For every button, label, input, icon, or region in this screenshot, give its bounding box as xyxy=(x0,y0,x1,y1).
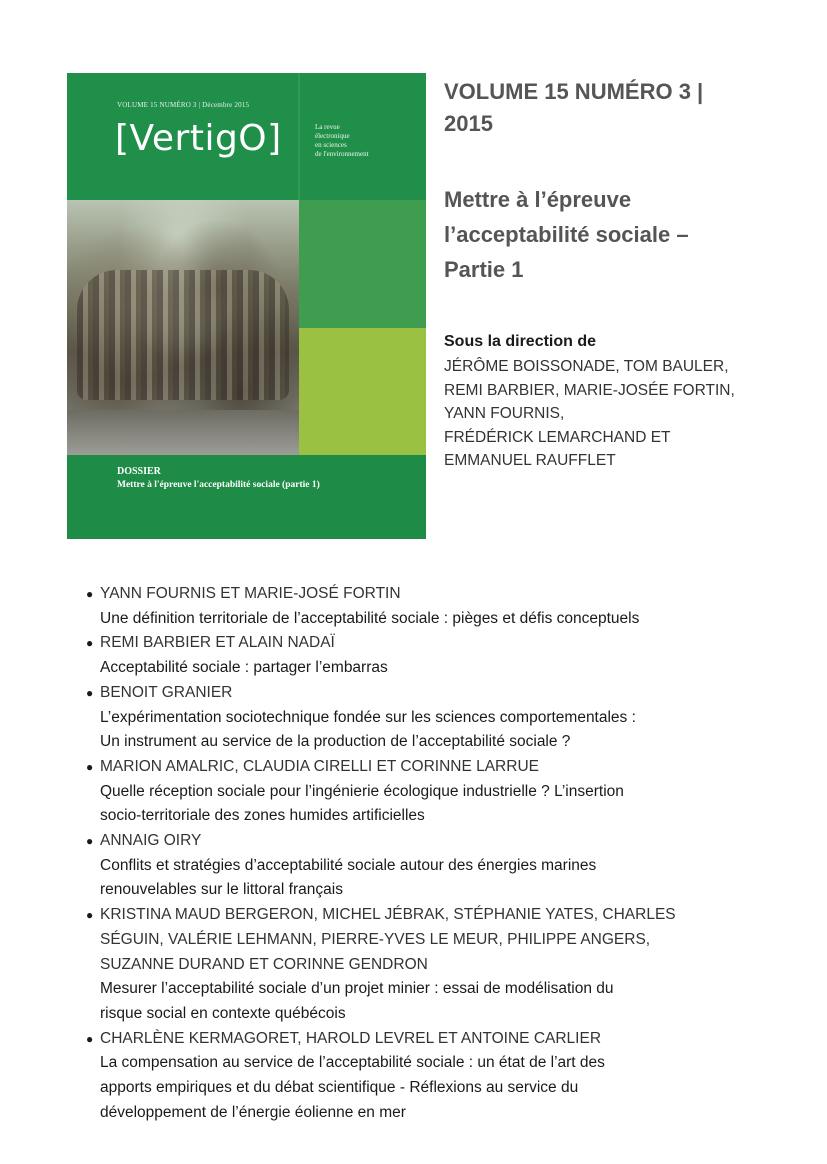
title-line: Mettre à l’épreuve xyxy=(444,187,632,212)
article-title: Quelle réception sociale pour l’ingénierie écologique industrielle ? L’insertion xyxy=(100,782,624,800)
tagline-line: La revue xyxy=(315,123,340,131)
bullet-icon: ● xyxy=(86,908,94,923)
vertigo-logo: [VertigO] xyxy=(115,118,282,159)
article-item xyxy=(86,829,786,903)
article-title: Un instrument au service de la production de l’acceptabilité sociale ? xyxy=(100,733,571,751)
article-title: La compensation au service de l’acceptabilité sociale : un état de l’art des xyxy=(100,1054,605,1072)
bullet-icon: ● xyxy=(86,636,94,651)
article-authors: MARION AMALRIC, CLAUDIA CIRELLI ET CORINNE LARRUE xyxy=(100,757,539,775)
article-item xyxy=(86,631,786,680)
article-item xyxy=(86,681,786,755)
cover-dossier-label: DOSSIER xyxy=(117,466,161,477)
cover-photo xyxy=(67,200,299,455)
cover-green-block xyxy=(299,200,426,328)
editor-line: REMI BARBIER, MARIE-JOSÉE FORTIN, xyxy=(444,381,735,399)
article-item xyxy=(86,903,786,1027)
article-title: risque social en contexte québécois xyxy=(100,1004,346,1022)
volume-year: 2015 xyxy=(444,111,493,136)
editors-list xyxy=(444,355,784,473)
article-authors: BENOIT GRANIER xyxy=(100,683,233,701)
cover-dossier-subtitle: Mettre à l'épreuve l'acceptabilité sociale (partie 1) xyxy=(117,480,320,490)
article-authors: SÉGUIN, VALÉRIE LEHMANN, PIERRE-YVES LE MEUR, PHILIPPE ANGERS, xyxy=(100,930,651,948)
article-item xyxy=(86,582,786,631)
article-authors: REMI BARBIER ET ALAIN NADAÏ xyxy=(100,634,335,652)
tagline-line: de l'environnement xyxy=(315,150,369,158)
cover-lime-block xyxy=(299,328,426,455)
article-title: renouvelables sur le littoral français xyxy=(100,881,343,899)
article-title: L’expérimentation sociotechnique fondée sur les sciences comportementales : xyxy=(100,708,636,726)
bullet-icon: ● xyxy=(86,587,94,601)
photo-people-group xyxy=(77,270,289,400)
tagline-line: électronique xyxy=(315,132,350,140)
article-title: Acceptabilité sociale : partager l’embarras xyxy=(100,659,388,677)
article-title: Mesurer l’acceptabilité sociale d’un projet minier : essai de modélisation du xyxy=(100,980,614,998)
title-line: Partie 1 xyxy=(444,257,524,282)
editor-line: YANN FOURNIS, xyxy=(444,405,565,422)
article-authors: ANNAIG OIRY xyxy=(100,832,202,850)
direction-label: Sous la direction de xyxy=(444,333,597,350)
title-line: l’acceptabilité sociale – xyxy=(444,222,689,247)
article-authors: YANN FOURNIS ET MARIE-JOSÉ FORTIN xyxy=(100,585,401,602)
article-title: Conflits et stratégies d’acceptabilité sociale autour des énergies marines xyxy=(100,856,597,874)
article-title: socio-territoriale des zones humides artificielles xyxy=(100,807,425,825)
article-list xyxy=(86,582,786,1125)
cover-volume-line: VOLUME 15 NUMÉRO 3 | Décembre 2015 xyxy=(117,101,250,109)
bullet-icon: ● xyxy=(86,834,94,849)
bullet-icon: ● xyxy=(86,685,94,700)
photo-ground xyxy=(67,410,299,455)
article-authors: SUZANNE DURAND ET CORINNE GENDRON xyxy=(100,955,428,973)
article-title: développement de l’énergie éolienne en mer xyxy=(100,1103,406,1121)
article-item xyxy=(86,1027,786,1126)
article-authors: CHARLÈNE KERMAGORET, HAROLD LEVREL ET ANTOINE CARLIER xyxy=(100,1029,602,1047)
article-authors: KRISTINA MAUD BERGERON, MICHEL JÉBRAK, STÉPHANIE YATES, CHARLES xyxy=(100,906,676,924)
bullet-icon: ● xyxy=(86,1031,94,1046)
cover-image xyxy=(67,73,426,539)
article-title: Une définition territoriale de l’acceptabilité sociale : pièges et défis conceptuels xyxy=(100,609,640,627)
cover-divider xyxy=(298,73,300,200)
article-title: apports empiriques et du débat scientifique - Réflexions au service du xyxy=(100,1079,579,1097)
cover-tagline xyxy=(315,123,415,159)
editor-line: JÉRÔME BOISSONADE, TOM BAULER, xyxy=(444,358,729,375)
article-item xyxy=(86,755,786,829)
editor-line: FRÉDÉRICK LEMARCHAND ET xyxy=(444,428,671,446)
volume-heading xyxy=(444,76,774,140)
editor-line: EMMANUEL RAUFFLET xyxy=(444,452,616,469)
tagline-line: en sciences xyxy=(315,141,347,149)
bullet-icon: ● xyxy=(86,759,94,774)
dossier-title xyxy=(444,182,774,287)
volume-line: VOLUME 15 NUMÉRO 3 | xyxy=(444,79,704,104)
